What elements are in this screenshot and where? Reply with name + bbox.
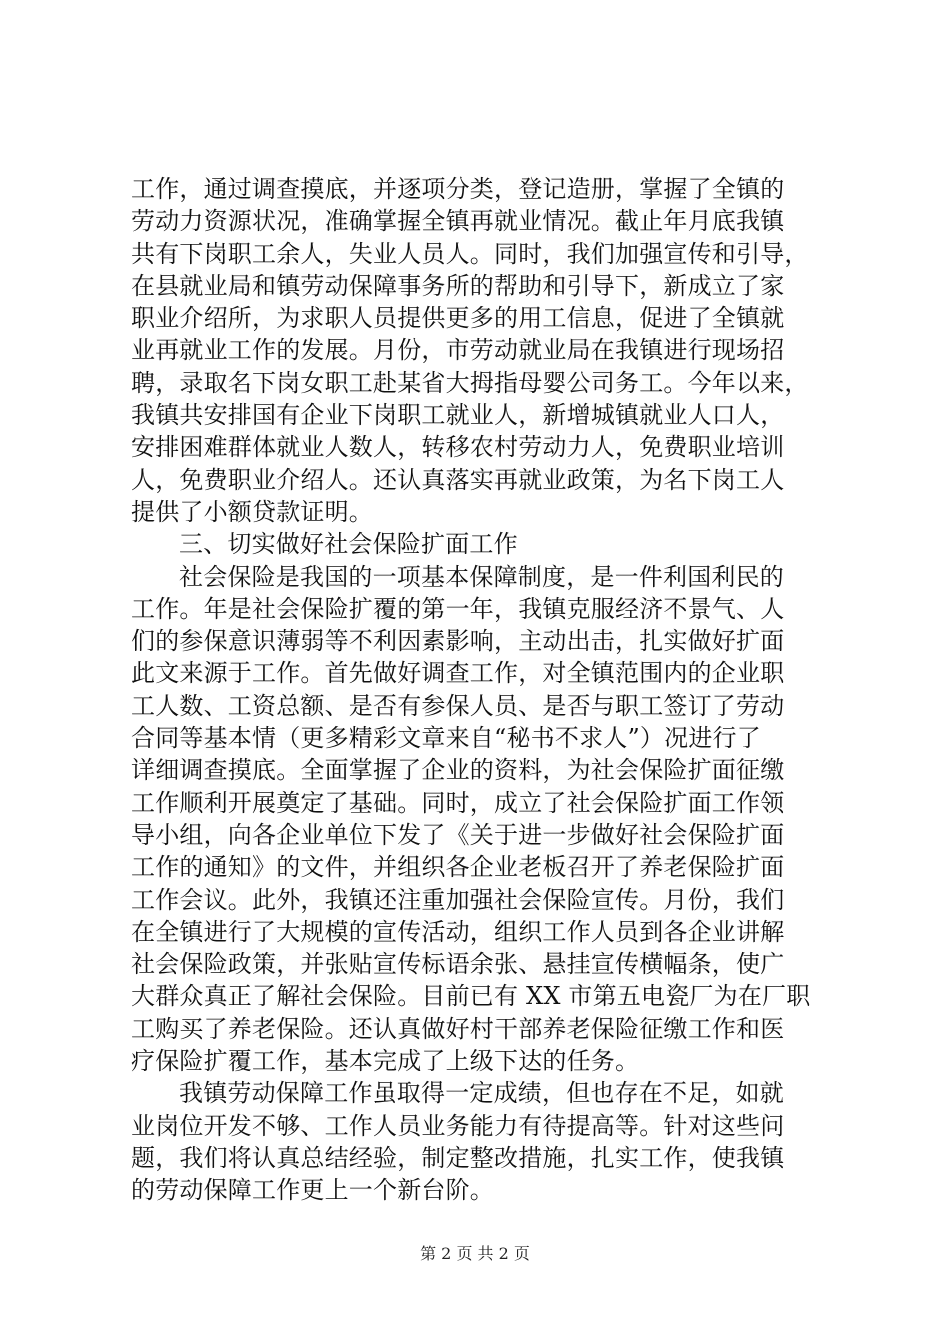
body-line: 工人数、工资总额、是否有参保人员、是否与职工签订了劳动 xyxy=(131,691,785,720)
body-line: 业再就业工作的发展。月份，市劳动就业局在我镇进行现场招 xyxy=(131,336,785,365)
body-line: 题，我们将认真总结经验，制定整改措施，扎实工作，使我镇 xyxy=(131,1143,785,1172)
body-line: 提供了小额贷款证明。 xyxy=(131,497,373,526)
body-line: 工购买了养老保险。还认真做好村干部养老保险征缴工作和医 xyxy=(131,1014,785,1043)
body-line: 合同等基本情（更多精彩文章来自“秘书不求人”）况进行了 xyxy=(131,724,761,753)
body-line: 详细调查摸底。全面掌握了企业的资料，为社会保险扩面征缴 xyxy=(131,756,785,785)
page-number: 第 2 页 共 2 页 xyxy=(420,1244,530,1263)
body-line: 业岗位开发不够、工作人员业务能力有待提高等。针对这些问 xyxy=(131,1111,785,1140)
body-line: 在县就业局和镇劳动保障事务所的帮助和引导下，新成立了家 xyxy=(131,271,785,300)
body-line: 工作会议。此外，我镇还注重加强社会保险宣传。月份，我们 xyxy=(131,885,785,914)
body-line: 大群众真正了解社会保险。目前已有 XX 市第五电瓷厂为在厂职 xyxy=(131,982,811,1011)
body-line: 人，免费职业介绍人。还认真落实再就业政策，为名下岗工人 xyxy=(131,465,785,494)
body-line: 社会保险是我国的一项基本保障制度，是一件利国利民的 xyxy=(179,562,784,591)
body-line: 此文来源于工作。首先做好调查工作，对全镇范围内的企业职 xyxy=(131,659,785,688)
body-line: 劳动力资源状况，准确掌握全镇再就业情况。截止年月底我镇 xyxy=(131,207,785,236)
body-line: 职业介绍所，为求职人员提供更多的用工信息，促进了全镇就 xyxy=(131,304,785,333)
body-line: 我镇劳动保障工作虽取得一定成绩，但也存在不足，如就 xyxy=(179,1079,784,1108)
body-line: 我镇共安排国有企业下岗职工就业人，新增城镇就业人口人， xyxy=(131,401,785,430)
body-line: 共有下岗职工余人，失业人员人。同时，我们加强宣传和引导， xyxy=(131,239,809,268)
document-body xyxy=(131,173,831,1207)
section-heading: 三、切实做好社会保险扩面工作 xyxy=(179,530,518,559)
body-line: 聘，录取名下岗女职工赴某省大拇指母婴公司务工。今年以来， xyxy=(131,368,809,397)
body-line: 工作顺利开展奠定了基础。同时，成立了社会保险扩面工作领 xyxy=(131,788,785,817)
body-line: 工作，通过调查摸底，并逐项分类，登记造册，掌握了全镇的 xyxy=(131,175,785,203)
body-line: 疗保险扩覆工作，基本完成了上级下达的任务。 xyxy=(131,1047,640,1076)
body-line: 安排困难群体就业人数人，转移农村劳动力人，免费职业培训 xyxy=(131,433,785,462)
body-line: 们的参保意识薄弱等不利因素影响，主动出击，扎实做好扩面 xyxy=(131,627,785,656)
body-line: 工作。年是社会保险扩覆的第一年，我镇克服经济不景气、人 xyxy=(131,594,785,623)
body-line: 工作的通知》的文件，并组织各企业老板召开了养老保险扩面 xyxy=(131,853,785,882)
body-line: 的劳动保障工作更上一个新台阶。 xyxy=(131,1176,494,1205)
body-line: 在全镇进行了大规模的宣传活动，组织工作人员到各企业讲解 xyxy=(131,917,785,946)
body-line: 导小组，向各企业单位下发了《关于进一步做好社会保险扩面 xyxy=(131,820,785,849)
body-line: 社会保险政策，并张贴宣传标语余张、悬挂宣传横幅条，使广 xyxy=(131,950,785,979)
